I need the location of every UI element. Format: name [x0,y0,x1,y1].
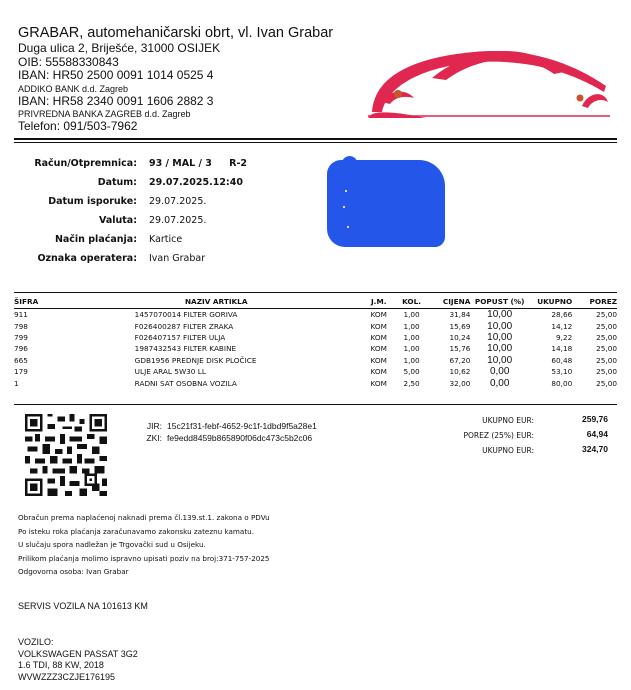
date-label: Datum: [97,177,137,188]
company-phone: Telefon: 091/503-7962 [18,119,138,133]
cell-jm: KOM [370,344,387,354]
cell-porez: 25,00 [596,344,617,354]
cell-sifra: 1 [14,378,19,388]
col-jm: J.M. [370,297,387,306]
cell-porez: 25,00 [596,310,617,320]
cell-popust: 10,00 [487,309,513,321]
cell-porez: 25,00 [596,367,617,377]
company-address: Duga ulica 2, Briješće, 31000 OSIJEK [18,41,221,55]
vehicle-vin: WVWZZZ3CZJE176195 [18,671,116,682]
cell-ukupno: 14,18 [551,344,573,354]
cell-ukupno: 53,10 [551,367,573,377]
company-header [18,25,333,134]
cell-naziv: GDB1956 PREDNJE DISK PLOČICE [134,355,257,365]
cell-kol: 1,00 [403,344,420,354]
table-header-row [14,295,617,309]
tax-label: POREZ (25%) EUR: [463,431,534,440]
cell-sifra: 911 [14,310,28,320]
currency-value: 29.07.2025. [149,215,207,226]
note-line: Prilikom plaćanja molimo ispravno upisati poziv na broj:371-757-2025 [18,553,270,563]
header-rule [14,138,617,140]
cell-kol: 5,00 [403,367,420,377]
legal-notes [18,511,270,579]
cell-porez: 25,00 [596,378,617,388]
cell-jm: KOM [370,367,387,377]
currency-label: Valuta: [98,215,137,226]
items-table [14,295,617,389]
operator-label: Oznaka operatera: [37,253,137,264]
company-oib: OIB: 55588330843 [18,54,119,69]
col-naziv: NAZIV ARTIKLA [184,297,248,306]
delivery-date-label: Datum isporuke: [48,196,137,207]
header-rule-2 [14,142,617,143]
grand-total-label: UKUPNO EUR: [482,446,534,455]
cell-naziv: ULJE ARAL 5W30 LL [134,367,206,377]
cell-ukupno: 80,00 [551,378,573,388]
date-value: 29.07.2025.12:40 [149,177,243,188]
cell-jm: KOM [370,310,387,320]
cell-cijena: 10,62 [449,367,471,377]
total-value: 259,76 [582,414,608,424]
cell-jm: KOM [370,332,387,342]
col-cijena: CIJENA [442,297,471,306]
cell-sifra: 179 [14,367,28,377]
cell-ukupno: 9,22 [555,332,573,342]
cell-porez: 25,00 [596,332,617,342]
cell-kol: 1,00 [403,355,420,365]
invoice-number-label: Račun/Otpremnica: [34,158,137,169]
payment-method-label: Način plaćanja: [54,234,137,245]
col-sifra: ŠIFRA [14,297,39,306]
table-row [14,332,617,343]
cell-jm: KOM [370,378,387,388]
cell-ukupno: 28,66 [551,310,573,320]
cell-cijena: 15,69 [449,321,471,331]
tax-value: 64,94 [586,429,608,439]
cell-kol: 1,00 [403,321,420,331]
fiscal-codes [140,420,317,444]
invoice-info [0,158,320,272]
cell-jm: KOM [370,321,387,331]
cell-cijena: 15,76 [449,344,471,354]
cell-popust: 10,00 [487,331,513,343]
table-row [14,343,617,354]
table-row [14,366,617,377]
cell-cijena: 31,84 [449,310,471,320]
col-popust: POPUST (%) [474,297,525,306]
zki-value: fe9edd8459b865890f06dc473c5b2c06 [167,433,313,443]
cell-popust: 10,00 [487,343,513,355]
vehicle-engine: 1.6 TDI, 88 KW, 2018 [18,660,104,670]
cell-cijena: 32,00 [449,378,471,388]
vehicle-model: VOLKSWAGEN PASSAT 3G2 [18,648,138,659]
note-line: Po isteku roka plaćanja zaračunavamo zakonsku zateznu kamatu. [18,526,254,536]
cell-popust: 0,00 [489,366,510,378]
bank-1: ADDIKO BANK d.d. Zagreb [18,83,129,94]
company-name: GRABAR, automehaničarski obrt, vl. Ivan Grabar [18,25,334,41]
jir-value: 15c21f31-febf-4652-9c1f-1dbd9f5a28e1 [167,421,317,431]
cell-kol: 1,00 [403,332,420,342]
cell-cijena: 67,20 [449,355,471,365]
cell-naziv: F026407157 FILTER ULJA [134,332,226,342]
col-ukupno: UKUPNO [537,297,573,306]
invoice-number-value: 93 / MAL / 3 [149,158,212,169]
jir-label: JIR: [146,421,162,431]
invoice-number [149,158,247,169]
cell-sifra: 798 [14,321,28,331]
redaction-mark [327,160,445,247]
table-row [14,320,617,331]
vehicle-label: VOZILO: [18,637,54,647]
grand-total-value: 324,70 [582,444,608,454]
cell-popust: 0,00 [489,377,510,389]
iban-2: IBAN: HR58 2340 0091 1606 2882 3 [18,93,214,108]
note-line: Odgovorna osoba: Ivan Grabar [18,567,129,576]
col-kol: KOL. [402,297,422,306]
invoice-number-suffix: R-2 [229,158,248,169]
zki-label: ZKI: [146,433,162,443]
service-mileage: SERVIS VOZILA NA 101613 KM [18,601,148,611]
jir-line [140,420,317,432]
cell-porez: 25,00 [596,321,617,331]
cell-kol: 1,00 [403,310,420,320]
total-label: UKUPNO EUR: [482,416,534,425]
table-bottom-rule [14,404,617,405]
cell-jm: KOM [370,355,387,365]
note-line: Obračun prema naplaćenoj naknadi prema čl.139.st.1. zakona o PDVu [18,513,270,522]
operator-value: Ivan Grabar [149,253,206,264]
iban-1: IBAN: HR50 2500 0091 1014 0525 4 [18,68,214,82]
table-row [14,355,617,366]
red-car-icon [366,28,610,120]
table-row [14,377,617,388]
qr-code [25,414,107,496]
zki-line [140,432,317,444]
cell-ukupno: 14,12 [551,321,573,331]
cell-popust: 10,00 [487,354,513,366]
bank-2: PRIVREDNA BANKA ZAGREB d.d. Zagreb [18,109,191,119]
payment-method-value: Kartice [149,234,183,245]
cell-ukupno: 60,48 [551,355,573,365]
cell-porez: 25,00 [596,355,617,365]
cell-sifra: 796 [14,344,28,354]
cell-naziv: RADNI SAT OSOBNA VOZILA [134,378,237,388]
cell-popust: 10,00 [487,320,513,332]
delivery-date-value: 29.07.2025. [149,196,207,207]
cell-sifra: 665 [14,355,28,365]
cell-naziv: 1987432543 FILTER KABINE [134,344,237,354]
table-top-rule [14,292,617,293]
note-line: U slučaju spora nadležan je Trgovački sud u Osijeku. [18,540,206,549]
cell-kol: 2,50 [403,378,420,388]
cell-cijena: 10,24 [449,332,471,342]
table-row [14,309,617,321]
cell-sifra: 799 [14,332,28,342]
cell-naziv: F026400287 FILTER ZRAKA [134,321,234,331]
col-porez: POREZ [589,297,617,306]
vehicle-info [18,637,138,683]
cell-naziv: 1457070014 FILTER GORIVA [134,310,238,320]
